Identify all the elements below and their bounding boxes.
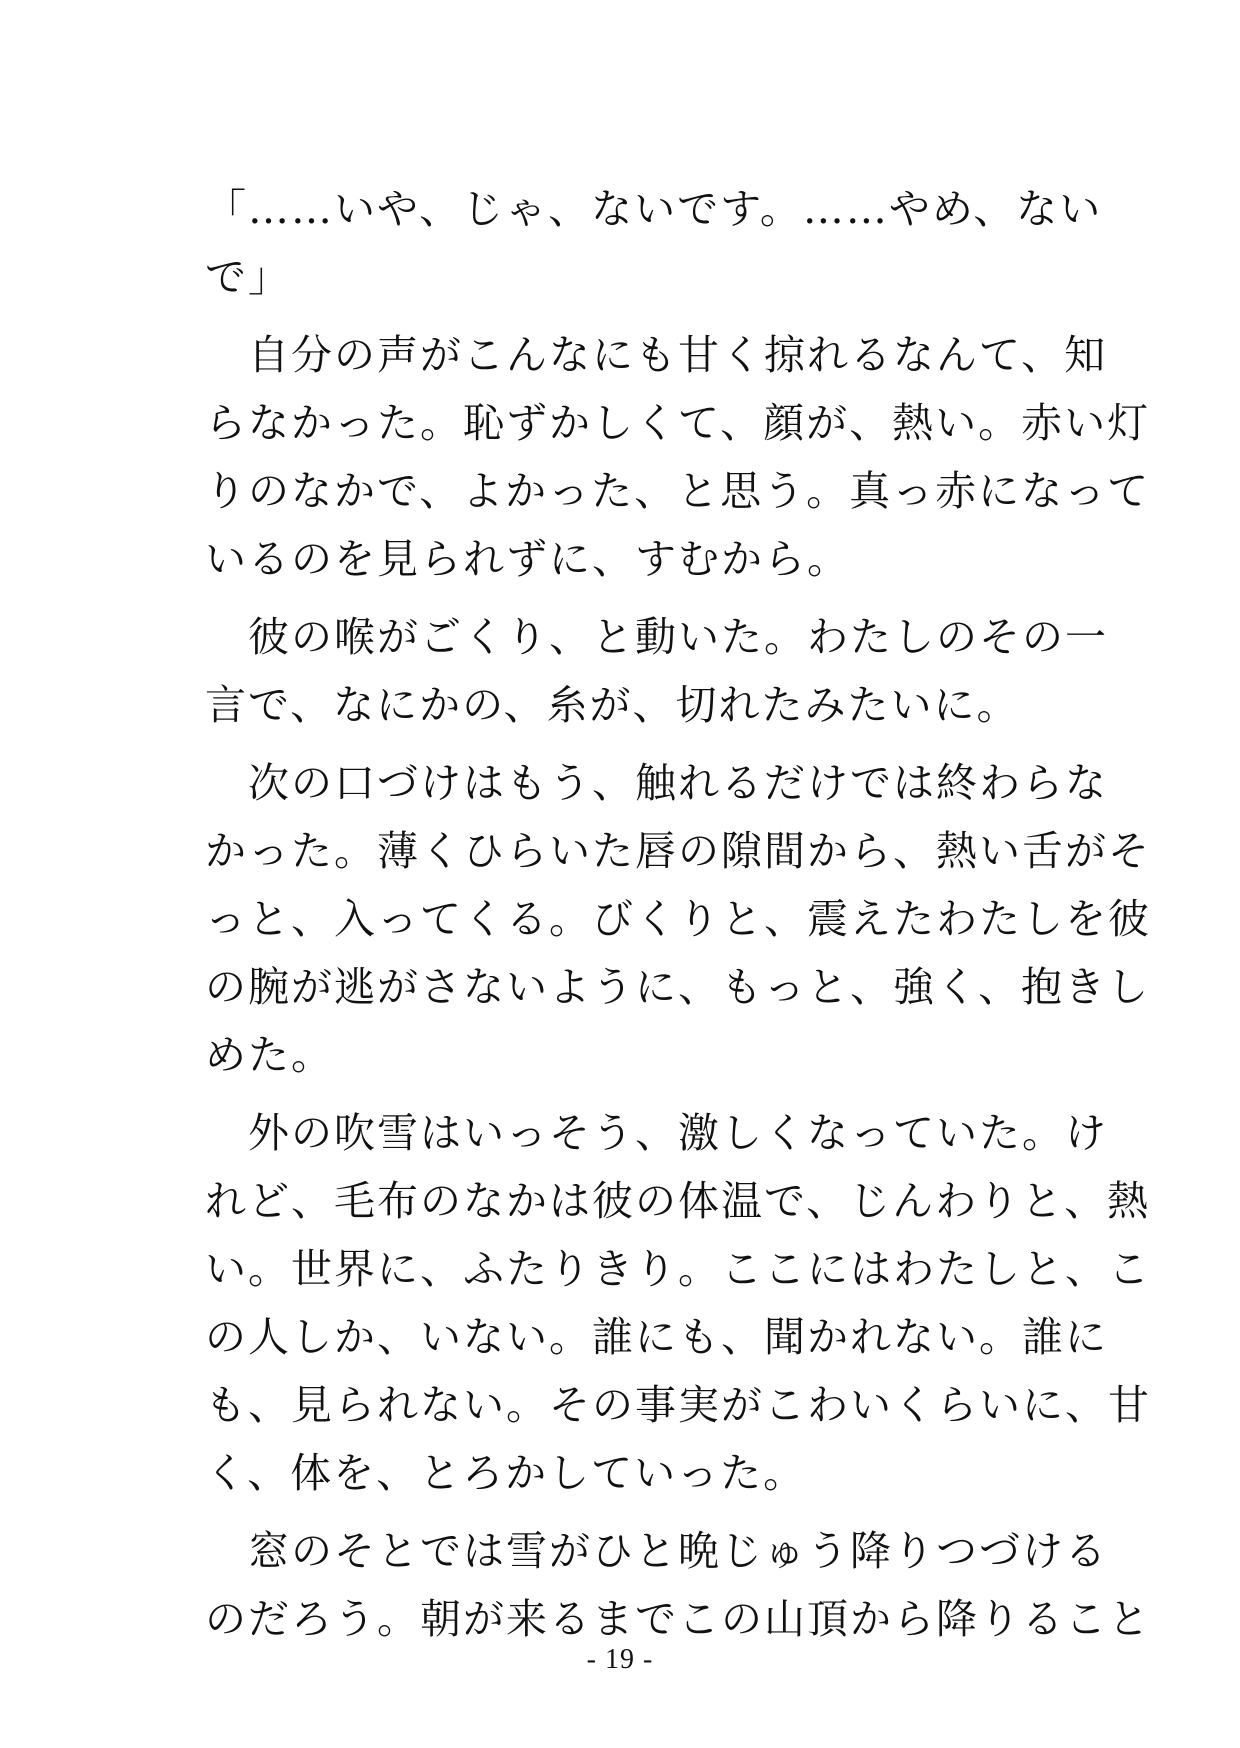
text-line: 「……いや、じゃ、ないです。……やめ、ない (205, 185, 1103, 233)
paragraph-dialogue (205, 175, 1103, 311)
text-line: 外の吹雪はいっそう、激しくなっていた。け (205, 1109, 1108, 1157)
text-line: かった。薄くひらいた唇の隙間から、熱い舌がそ (205, 827, 1151, 875)
body-text (205, 175, 1151, 1653)
text-line: 言で、なにかの、糸が、切れたみたいに。 (205, 681, 1020, 729)
text-line: で」 (205, 253, 291, 301)
text-line: らなかった。恥ずかしくて、顔が、熱い。赤い灯 (205, 399, 1151, 447)
paragraph (205, 1099, 1151, 1507)
text-line: 次の口づけはもう、触れるだけでは終わらな (205, 759, 1108, 807)
text-line: 窓のそとでは雪がひと晩じゅう降りつづける (205, 1527, 1108, 1575)
text-line: も、見られない。その事実がこわいくらいに、甘 (205, 1381, 1151, 1429)
paragraph (205, 1517, 1151, 1653)
text-line: 自分の声がこんなにも甘く掠れるなんて、知 (205, 331, 1108, 379)
paragraph (205, 603, 1108, 739)
text-line: れど、毛布のなかは彼の体温で、じんわりと、熱 (205, 1177, 1151, 1225)
text-line: の人しか、いない。誰にも、聞かれない。誰に (205, 1313, 1108, 1361)
text-line: りのなかで、よかった、と思う。真っ赤になって (205, 467, 1151, 515)
text-line: のだろう。朝が来るまでこの山頂から降りること (205, 1595, 1151, 1643)
text-line: く、体を、とろかしていった。 (205, 1449, 807, 1497)
page-number: - 19 - (586, 1644, 654, 1675)
text-line: い。世界に、ふたりきり。ここにはわたしと、こ (205, 1245, 1151, 1293)
text-line: めた。 (205, 1031, 334, 1079)
text-line: っと、入ってくる。びくりと、震えたわたしを彼 (205, 895, 1151, 943)
paragraph (205, 321, 1151, 593)
paragraph (205, 749, 1151, 1089)
text-line: 彼の喉がごくり、と動いた。わたしのその一 (205, 613, 1108, 661)
text-line: いるのを見られずに、すむから。 (205, 535, 850, 583)
text-line: の腕が逃がさないように、もっと、強く、抱きし (205, 963, 1151, 1011)
